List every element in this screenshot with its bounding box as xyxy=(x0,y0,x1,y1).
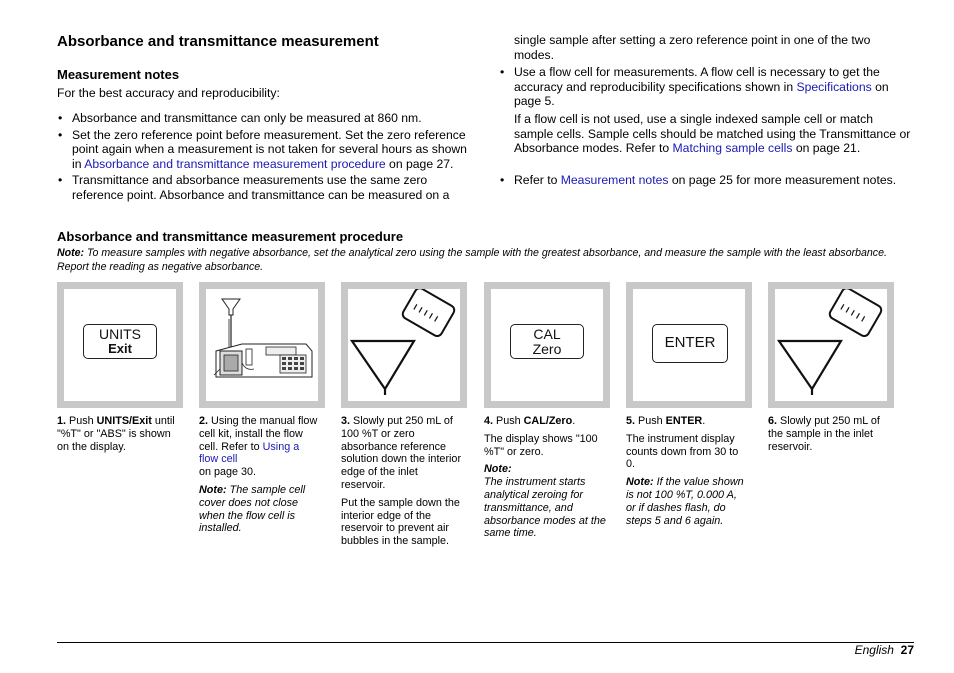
step-5-number: 5. xyxy=(626,415,636,427)
step-4 xyxy=(484,415,606,545)
page-number: 27 xyxy=(900,643,914,657)
using-flow-cell-link[interactable]: Using a flow cell xyxy=(199,440,300,466)
step-4-key: CAL/Zero xyxy=(523,415,573,427)
step-5-text-2: The instrument display counts down from 30 to 0. xyxy=(626,432,739,471)
matching-cells-link[interactable]: Matching sample cells xyxy=(672,141,793,156)
step-5-illustration xyxy=(626,282,752,408)
footer-rule xyxy=(57,642,914,643)
step-2-note-text: The sample cell cover does not close when the flow cell is installed. xyxy=(199,483,306,535)
step-4-note-label-line xyxy=(484,463,606,476)
measurement-notes-link[interactable]: Measurement notes xyxy=(560,173,669,187)
step-5-text xyxy=(626,415,748,428)
step-3-number: 3. xyxy=(341,415,351,427)
step-6-illustration xyxy=(768,282,894,408)
step-4-text xyxy=(484,415,606,428)
note-bullet-4 xyxy=(499,65,909,109)
step-2-note xyxy=(199,484,321,535)
footer-language: English xyxy=(854,643,894,657)
procedure-link[interactable]: Absorbance and transmittance measurement procedure xyxy=(84,156,386,171)
step-6-number: 6. xyxy=(768,415,778,427)
pour-into-reservoir-icon xyxy=(348,289,460,401)
step-2-pre: Using the manual flow cell kit, install the flow cell. Refer to xyxy=(199,415,318,453)
note-bullet-1: • Absorbance and transmittance can only be measured at 860 nm. xyxy=(57,111,475,126)
step-4-note: The instrument starts analytical zeroing for transmittance, and absorbance modes at the same time. xyxy=(484,476,606,540)
enter-key xyxy=(652,324,728,363)
step-6 xyxy=(768,415,890,458)
step-5-note-text: If the value shown is not 100 %T, 0.000 A, or if dashes flash, do steps 5 and 6 again. xyxy=(626,476,744,527)
step-6-body: Slowly put 250 mL of the sample in the inlet reservoir. xyxy=(768,415,880,453)
zero-key-label: Zero xyxy=(532,341,562,357)
step-4-illustration xyxy=(484,282,610,408)
step-1-number: 1. xyxy=(57,415,67,427)
step-1-illustration xyxy=(57,282,183,408)
step-3 xyxy=(341,415,463,553)
note-bullet-2 xyxy=(57,128,475,172)
step-5-key: ENTER xyxy=(665,415,703,427)
units-exit-key xyxy=(83,324,157,359)
enter-key-label: ENTER xyxy=(664,334,716,351)
step-5-note-label: Note: xyxy=(626,476,654,489)
notes-list-right-2 xyxy=(499,173,899,190)
step-1-key: UNITS/Exit xyxy=(96,415,152,427)
cal-zero-key xyxy=(510,324,584,359)
cal-key-label: CAL xyxy=(533,326,561,342)
step-3-text-2: Put the sample down the interior edge of the reservoir to prevent air bubbles in the sample. xyxy=(341,496,460,548)
note-bullet-2-text: Set the zero reference point before measurement. Set the zero reference point again when a measurement is not taken for several hours as shown in xyxy=(72,127,467,171)
notes-list-right xyxy=(499,65,909,111)
note-bullet-5-text: Refer to xyxy=(514,173,561,187)
flow-cell-paragraph-page: on page 21. xyxy=(792,141,861,156)
flow-cell-paragraph-text: If a flow cell is not used, use a single indexed sample cell or match sample cells. Sample cells should be matched using the Transmittance or Absorbance modes. Refer to xyxy=(514,112,911,156)
step-5-pre: Push xyxy=(635,415,666,427)
flow-cell-paragraph xyxy=(514,112,914,156)
section-title: Absorbance and transmittance measurement xyxy=(57,33,379,50)
step-2 xyxy=(199,415,321,540)
footer xyxy=(855,643,914,657)
procedure-note-label: Note: xyxy=(57,247,85,259)
step-3-text xyxy=(341,415,463,492)
bullet-3-continued: single sample after setting a zero reference point in one of the two modes. xyxy=(514,33,871,62)
intro-text: For the best accuracy and reproducibility: xyxy=(57,86,280,100)
exit-key-label: Exit xyxy=(108,341,132,356)
pour-sample-icon xyxy=(775,289,887,401)
step-4-number: 4. xyxy=(484,415,494,427)
step-3-illustration xyxy=(341,282,467,408)
procedure-note xyxy=(57,247,897,274)
note-bullet-5 xyxy=(499,173,899,188)
notes-heading: Measurement notes xyxy=(57,67,180,82)
note-bullet-4-text: Use a flow cell for measurements. A flow cell is necessary to get the accuracy and reproducibility specifications shown in xyxy=(514,65,880,94)
step-2-illustration xyxy=(199,282,325,408)
step-1-post: until "%T" or "ABS" is shown on the display. xyxy=(57,415,175,453)
step-1 xyxy=(57,415,179,458)
step-4-text-2: The display shows "100 %T" or zero. xyxy=(484,432,598,458)
note-bullet-3: • Transmittance and absorbance measurements use the same zero reference point. Absorbance and transmittance can be measured on a xyxy=(57,173,475,202)
procedure-note-text: To measure samples with negative absorbance, set the analytical zero using the sample with the greatest absorbance, and measure the sample with the least absorbance. Report the reading as negative absorbance. xyxy=(57,247,887,273)
note-bullet-5-page: on page 25 for more measurement notes. xyxy=(668,173,897,187)
specifications-link[interactable]: Specifications xyxy=(796,79,872,94)
note-bullet-2-page: on page 27. xyxy=(385,156,454,171)
step-2-post: on page 30. xyxy=(199,466,257,479)
units-key-label: UNITS xyxy=(99,326,141,342)
step-4-pre: Push xyxy=(493,415,524,427)
note-bullet-4-page: on page 5. xyxy=(514,79,889,109)
step-4-note-label: Note: xyxy=(484,463,512,476)
step-2-note-label: Note: xyxy=(199,483,227,496)
step-5-post: . xyxy=(702,415,706,427)
step-2-text xyxy=(199,415,321,479)
step-6-text xyxy=(768,415,890,453)
step-5 xyxy=(626,415,748,532)
notes-list-left xyxy=(57,111,475,205)
step-4-post: . xyxy=(572,415,576,427)
flow-cell-instrument-icon xyxy=(206,289,318,401)
procedure-heading: Absorbance and transmittance measurement procedure xyxy=(57,229,404,244)
step-3-body: Slowly put 250 mL of 100 %T or zero absorbance reference solution down the interior edge of the inlet reservoir. xyxy=(341,415,462,491)
step-5-note xyxy=(626,476,748,527)
step-1-text xyxy=(57,415,179,453)
step-2-number: 2. xyxy=(199,415,209,427)
step-1-pre: Push xyxy=(66,415,97,427)
